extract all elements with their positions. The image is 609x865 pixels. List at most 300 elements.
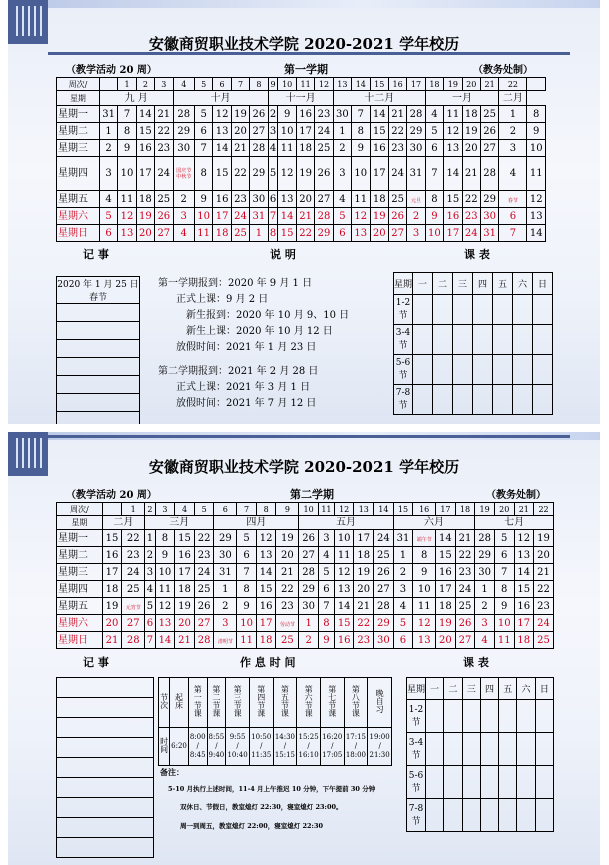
date-cell: 28 <box>315 208 333 225</box>
date-cell: 13 <box>514 547 534 564</box>
week-number: 21 <box>480 78 498 91</box>
time-value: 10:50 <box>251 733 272 741</box>
date-cell: 3 <box>407 225 425 242</box>
date-cell: 14 <box>436 530 456 547</box>
date-cell: 17 <box>213 208 231 225</box>
date-cell: 2 <box>214 598 237 615</box>
weekday-label: 星期六 <box>57 615 103 632</box>
date-cell: 12 <box>213 106 231 123</box>
week-number: 19 <box>444 78 462 91</box>
date-cell <box>173 157 194 191</box>
week-number: 16 <box>413 503 436 516</box>
date-cell: 2 <box>99 140 117 157</box>
date-cell: 21 <box>155 106 173 123</box>
note-line: 新生报到：2020 年 10 月 9、10 日 <box>186 310 350 321</box>
date-cell: 25 <box>388 191 406 208</box>
date-cell: 22 <box>231 157 249 191</box>
date-cell: 9 <box>494 598 514 615</box>
date-cell: 4 <box>173 225 194 242</box>
date-cell: 21 <box>175 632 195 649</box>
date-cell: 12 <box>155 598 175 615</box>
schedule-cell <box>444 766 462 799</box>
week-number: 12 <box>315 78 333 91</box>
time-cell <box>344 728 368 766</box>
semester-label: 第二学期 <box>290 488 334 501</box>
period-label: 3-4 节 <box>407 733 426 766</box>
date-cell: 11 <box>527 157 546 191</box>
date-cell: 23 <box>231 191 249 208</box>
title-rule <box>48 435 570 438</box>
week-number: 15 <box>393 503 413 516</box>
date-cell: 19 <box>136 208 154 225</box>
note-line: 放假时间：2021 年 7 月 12 日 <box>176 398 317 409</box>
date-cell: 19 <box>370 208 388 225</box>
timetable-header <box>159 678 170 728</box>
date-cell: 14 <box>334 598 354 615</box>
date-cell: 1 <box>475 581 495 598</box>
date-cell: 26 <box>374 564 394 581</box>
date-cell: 4 <box>393 598 413 615</box>
date-cell: 26 <box>388 208 406 225</box>
schedule-header-cell: 三 <box>453 273 473 295</box>
date-cell: 3 <box>214 615 237 632</box>
schedule-cell <box>533 385 553 415</box>
date-cell: 10 <box>194 208 212 225</box>
timetable-heading: 作 息 时 间 <box>240 656 296 669</box>
schedule-cell <box>535 766 553 799</box>
date-cell: 23 <box>534 598 554 615</box>
weekday-label: 星期日 <box>57 632 103 649</box>
date-cell: 7 <box>352 106 370 123</box>
date-cell: 21 <box>455 530 475 547</box>
date-cell: 27 <box>155 225 173 242</box>
time-cell <box>249 728 273 766</box>
date-cell: 7 <box>499 225 527 242</box>
date-cell: 6 <box>99 225 117 242</box>
timetable-header <box>273 678 297 728</box>
schedule-cell <box>517 799 535 832</box>
date-cell: 6 <box>237 547 257 564</box>
time-cell <box>170 728 189 766</box>
event-row <box>57 778 154 798</box>
date-cell: 9 <box>318 632 334 649</box>
calendar-title: 安徽商贸职业技术学院 2020-2021 学年校历 <box>148 458 460 476</box>
note-line: 新生上课：2020 年 10 月 12 日 <box>186 326 333 337</box>
date-cell: 5 <box>99 208 117 225</box>
date-cell: 29 <box>374 615 394 632</box>
date-cell: 22 <box>155 123 173 140</box>
date-cell: 21 <box>296 208 314 225</box>
date-cell: 7 <box>194 140 212 157</box>
time-separator: / <box>378 742 381 750</box>
date-cell: 24 <box>388 157 406 191</box>
date-cell: 4 <box>333 191 351 208</box>
date-cell: 9 <box>118 140 136 157</box>
period-label: 7-8 节 <box>394 385 413 415</box>
timetable-header <box>207 678 226 728</box>
date-cell: 6 <box>268 191 278 208</box>
date-cell: 22 <box>462 191 480 208</box>
date-cell: 26 <box>299 530 319 547</box>
date-cell: 2 <box>393 564 413 581</box>
schedule-cell <box>453 295 473 325</box>
date-cell: 10 <box>527 140 546 157</box>
time-value: 8:00 <box>189 733 206 741</box>
date-cell: 27 <box>122 615 145 632</box>
date-cell <box>499 191 527 208</box>
date-cell: 15 <box>102 530 122 547</box>
time-value: 14:30 <box>274 733 295 741</box>
date-cell: 11 <box>118 191 136 208</box>
date-cell: 30 <box>214 547 237 564</box>
date-cell: 31 <box>480 225 498 242</box>
timetable-header-text: 第八节课 <box>351 685 361 717</box>
date-cell: 7 <box>118 106 136 123</box>
date-cell: 12 <box>118 208 136 225</box>
date-cell: 10 <box>334 530 354 547</box>
date-cell: 26 <box>480 123 498 140</box>
date-cell: 28 <box>250 140 268 157</box>
date-cell: 12 <box>334 564 354 581</box>
schedule-cell <box>426 700 444 733</box>
date-cell: 26 <box>155 208 173 225</box>
date-cell: 13 <box>278 191 296 208</box>
date-cell: 3 <box>99 157 117 191</box>
second-semester-panel <box>8 432 600 865</box>
date-cell: 13 <box>118 225 136 242</box>
timetable-header <box>344 678 368 728</box>
month-label: 十一月 <box>268 91 333 106</box>
date-cell: 11 <box>444 106 462 123</box>
date-cell: 2 <box>299 632 319 649</box>
week-number: 11 <box>318 503 334 516</box>
timetable-header-text: 起床 <box>174 693 184 709</box>
first-semester-panel <box>8 0 600 424</box>
schedule-cell <box>493 295 513 325</box>
date-cell: 30 <box>250 191 268 208</box>
week-number: 17 <box>407 78 425 91</box>
date-cell: 23 <box>122 547 145 564</box>
time-end: 18:00 <box>345 751 367 759</box>
date-cell: 15 <box>334 615 354 632</box>
labor-day-label: 劳动节 <box>279 621 295 628</box>
date-cell: 7 <box>237 564 257 581</box>
period-label: 5-6 节 <box>407 766 426 799</box>
schedule-cell <box>513 385 533 415</box>
timetable-header-text: 第六节课 <box>304 685 314 717</box>
date-cell: 12 <box>413 615 436 632</box>
date-cell: 30 <box>299 598 319 615</box>
week-number: 10 <box>299 503 319 516</box>
date-cell: 20 <box>296 191 314 208</box>
week-number: 2 <box>136 78 154 91</box>
date-cell <box>214 632 237 649</box>
schedule-cell <box>426 799 444 832</box>
date-cell: 10 <box>237 615 257 632</box>
event-row <box>57 818 154 838</box>
schedule-cell <box>535 799 553 832</box>
date-cell: 23 <box>354 632 374 649</box>
date-cell: 6 <box>393 632 413 649</box>
date-cell: 8 <box>155 530 175 547</box>
date-cell: 8 <box>318 615 334 632</box>
schedule-cell <box>493 355 513 385</box>
event-row <box>57 718 154 738</box>
week-number: 6 <box>214 503 237 516</box>
date-cell: 20 <box>175 615 195 632</box>
period-label: 3-4 节 <box>394 325 413 355</box>
date-cell: 29 <box>315 225 333 242</box>
timetable-header-text: 第三节课 <box>233 685 243 717</box>
remark-3: 周一到周五，教室熄灯 22:00，寝室熄灯 22:30 <box>180 822 324 830</box>
date-cell: 5 <box>194 106 212 123</box>
schedule-cell <box>533 295 553 325</box>
date-cell: 17 <box>354 530 374 547</box>
date-cell: 14 <box>370 106 388 123</box>
date-cell: 3 <box>173 208 194 225</box>
week-number: 13 <box>333 78 351 91</box>
date-cell: 3 <box>393 581 413 598</box>
schedule-cell <box>533 355 553 385</box>
date-cell: 5 <box>145 598 156 615</box>
week-number: 1 <box>122 503 145 516</box>
timetable-header <box>170 678 189 728</box>
event-row <box>57 798 154 818</box>
period-label: 5-6 节 <box>394 355 413 385</box>
week-number: 1 <box>118 78 136 91</box>
week-number: 14 <box>352 78 370 91</box>
schedule-cell <box>493 385 513 415</box>
timetable-header-text: 第五节课 <box>280 685 290 717</box>
date-cell: 26 <box>455 615 475 632</box>
timetable-header <box>297 678 321 728</box>
month-label: 三月 <box>145 516 214 530</box>
date-cell: 7 <box>318 598 334 615</box>
schedule-cell <box>413 385 433 415</box>
weekday-label: 星期四 <box>57 157 100 191</box>
calendar-title: 安徽商贸职业技术学院 2020-2021 学年校历 <box>148 35 460 53</box>
time-separator: / <box>307 742 310 750</box>
date-cell: 28 <box>407 106 425 123</box>
date-cell: 17 <box>102 564 122 581</box>
date-cell: 6 <box>318 581 334 598</box>
date-cell: 19 <box>231 106 249 123</box>
remarks-title: 备注： <box>160 767 184 777</box>
new-year-label: 元旦 <box>411 197 422 204</box>
week-number: 7 <box>237 503 257 516</box>
semester-calendar <box>56 77 546 242</box>
date-cell: 19 <box>354 564 374 581</box>
date-cell: 14 <box>256 564 276 581</box>
date-cell: 10 <box>352 157 370 191</box>
time-end: 16:10 <box>298 751 319 759</box>
date-cell: 20 <box>354 581 374 598</box>
time-separator: / <box>260 742 263 750</box>
date-cell: 1 <box>145 530 156 547</box>
event-row: 2020 年 1 月 25 日春节 <box>57 277 140 304</box>
date-cell: 3 <box>333 157 351 191</box>
week-number: 17 <box>436 503 456 516</box>
date-cell: 25 <box>480 106 498 123</box>
date-cell <box>407 191 425 208</box>
event-row <box>57 678 154 698</box>
schedule-header-cell: 星期 <box>407 678 426 700</box>
date-cell <box>276 615 299 632</box>
schedule-header-cell: 五 <box>493 273 513 295</box>
date-cell: 20 <box>102 615 122 632</box>
date-cell: 1 <box>214 581 237 598</box>
time-separator: / <box>196 742 199 750</box>
date-cell: 22 <box>296 225 314 242</box>
events-heading: 记 事 <box>83 656 109 669</box>
date-cell: 22 <box>534 581 554 598</box>
event-row <box>57 322 140 340</box>
schedule-cell <box>480 766 498 799</box>
date-cell: 2 <box>173 191 194 208</box>
semester-label: 第一学期 <box>284 63 328 76</box>
date-cell: 30 <box>480 208 498 225</box>
date-cell: 22 <box>388 123 406 140</box>
date-cell: 28 <box>122 632 145 649</box>
date-cell: 24 <box>122 564 145 581</box>
note-line: 第二学期报到：2021 年 2 月 28 日 <box>158 366 319 377</box>
period-label: 7-8 节 <box>407 799 426 832</box>
schedule-cell <box>433 385 453 415</box>
issuer-label: （教务处制） <box>473 65 533 76</box>
time-end: 8:45 <box>189 751 206 759</box>
week-number: 4 <box>173 78 194 91</box>
schedule-cell <box>444 733 462 766</box>
date-cell: 16 <box>102 547 122 564</box>
date-cell: 10 <box>413 581 436 598</box>
timetable-header-text: 晚自习 <box>375 689 385 713</box>
date-cell: 6 <box>494 547 514 564</box>
dragon-boat-label: 端午节 <box>416 536 432 543</box>
week-blank-cell <box>99 78 117 91</box>
month-label: 十月 <box>173 91 268 106</box>
schedule-header-cell: 日 <box>535 678 553 700</box>
qingming-label: 清明节 <box>217 638 233 645</box>
timetable-header-text: 第四节课 <box>256 685 266 717</box>
date-cell: 3 <box>499 140 527 157</box>
date-cell: 10 <box>425 225 443 242</box>
time-cell <box>207 728 226 766</box>
date-cell: 15 <box>444 191 462 208</box>
week-number: 2 <box>145 503 156 516</box>
date-cell: 20 <box>370 225 388 242</box>
event-row <box>57 376 140 394</box>
date-cell: 15 <box>278 225 296 242</box>
date-cell: 24 <box>231 208 249 225</box>
date-cell: 2 <box>499 123 527 140</box>
week-number: 20 <box>462 78 480 91</box>
date-cell: 9 <box>352 140 370 157</box>
date-cell: 7 <box>425 157 443 191</box>
date-cell: 25 <box>194 581 214 598</box>
date-cell: 22 <box>455 547 475 564</box>
timetable-header-text: 第七节课 <box>327 685 337 717</box>
date-cell: 20 <box>276 547 299 564</box>
date-cell: 4 <box>318 547 334 564</box>
week-number: 12 <box>334 503 354 516</box>
date-cell: 31 <box>407 157 425 191</box>
date-cell: 23 <box>194 547 214 564</box>
weekday-label: 星期五 <box>57 191 100 208</box>
time-separator: / <box>236 742 239 750</box>
date-cell: 8 <box>237 581 257 598</box>
date-cell: 19 <box>436 615 456 632</box>
weekday-label: 星期一 <box>57 106 100 123</box>
date-cell: 31 <box>99 106 117 123</box>
date-cell: 16 <box>296 106 314 123</box>
date-cell: 25 <box>534 632 554 649</box>
date-cell: 24 <box>155 157 173 191</box>
date-cell: 26 <box>250 106 268 123</box>
event-row <box>57 394 140 412</box>
date-cell: 8 <box>425 191 443 208</box>
schedule-cell <box>493 325 513 355</box>
weekday-label: 星期一 <box>57 530 103 547</box>
date-cell: 16 <box>213 191 231 208</box>
date-cell: 18 <box>462 106 480 123</box>
week-number: 20 <box>494 503 514 516</box>
date-cell: 9 <box>413 564 436 581</box>
week-number: 8 <box>250 78 268 91</box>
date-cell: 7 <box>145 632 156 649</box>
date-cell: 1 <box>499 106 527 123</box>
date-cell: 14 <box>444 157 462 191</box>
date-cell: 23 <box>276 598 299 615</box>
weekday-label: 星期六 <box>57 208 100 225</box>
mid-autumn-label: 中秋节 <box>176 173 192 180</box>
date-cell: 5 <box>494 530 514 547</box>
date-cell: 17 <box>444 225 462 242</box>
date-cell: 13 <box>413 632 436 649</box>
week-number: 7 <box>231 78 249 91</box>
time-row-label-text: 时间 <box>159 737 169 753</box>
time-row-label <box>159 728 170 766</box>
schedule-cell <box>480 733 498 766</box>
event-row <box>57 738 154 758</box>
date-cell: 10 <box>118 157 136 191</box>
date-cell: 4 <box>145 581 156 598</box>
time-cell <box>188 728 207 766</box>
date-cell: 6 <box>333 225 351 242</box>
date-cell: 19 <box>102 598 122 615</box>
date-cell: 13 <box>444 140 462 157</box>
schedule-cell <box>499 766 517 799</box>
schedule-cell <box>453 325 473 355</box>
date-cell: 30 <box>173 140 194 157</box>
schedule-cell <box>517 766 535 799</box>
schedule-header-cell: 六 <box>517 678 535 700</box>
date-cell: 12 <box>352 208 370 225</box>
date-cell: 3 <box>145 564 156 581</box>
weekday-label: 星期日 <box>57 225 100 242</box>
schedule-header-cell: 四 <box>480 678 498 700</box>
class-schedule-table <box>393 272 553 415</box>
month-label: 五月 <box>299 516 393 530</box>
date-cell: 19 <box>296 157 314 191</box>
date-cell: 27 <box>299 547 319 564</box>
date-cell: 6 <box>145 615 156 632</box>
timetable-header <box>368 678 392 728</box>
week-number: 18 <box>425 78 443 91</box>
date-cell: 23 <box>455 564 475 581</box>
week-number: 15 <box>370 78 388 91</box>
date-cell: 4 <box>499 157 527 191</box>
date-cell: 30 <box>407 140 425 157</box>
